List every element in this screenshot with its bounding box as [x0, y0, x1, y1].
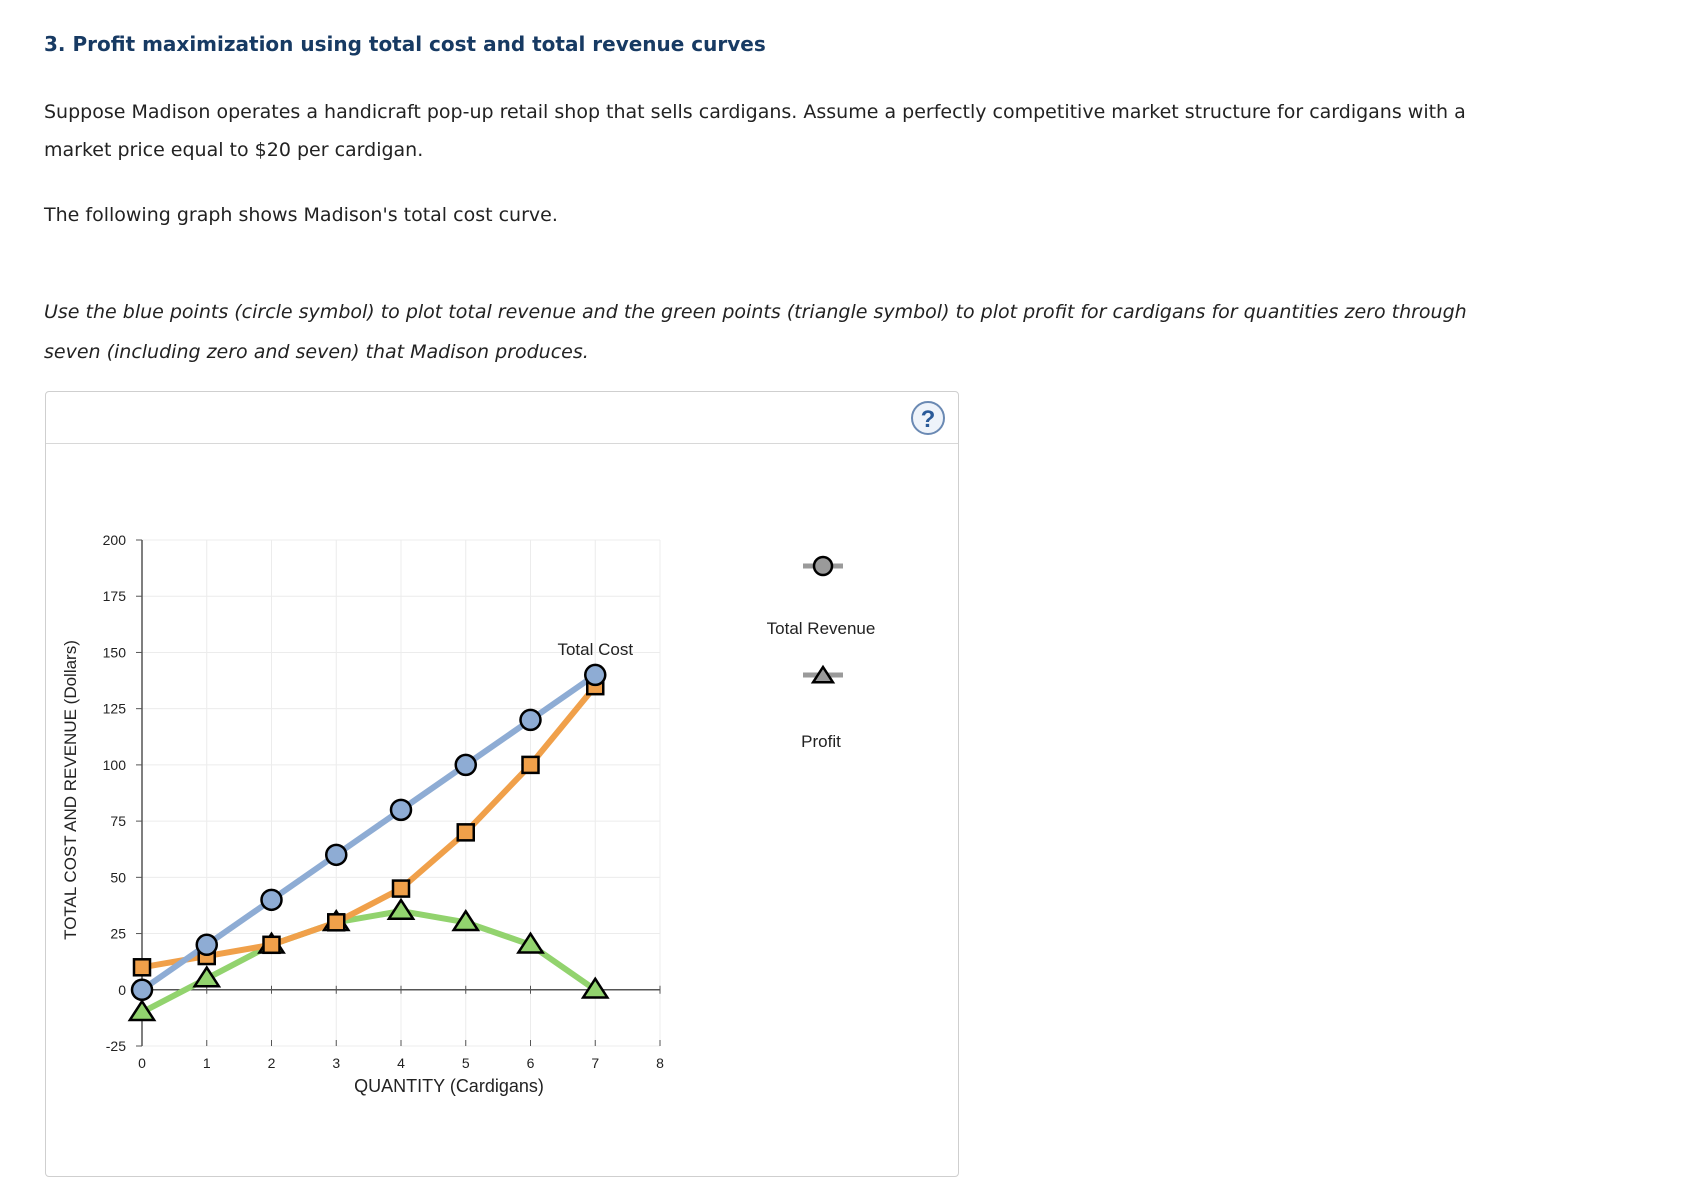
y-axis-label: TOTAL COST AND REVENUE (Dollars) [61, 640, 80, 940]
x-tick-label: 8 [656, 1055, 664, 1071]
y-tick-label: 50 [110, 869, 126, 886]
y-tick-label: 200 [102, 532, 126, 548]
y-tick-label: 25 [110, 925, 126, 942]
total-revenue-point[interactable] [262, 890, 282, 910]
x-tick-label: 3 [332, 1055, 341, 1071]
x-tick-label: 5 [461, 1055, 470, 1071]
total-revenue-point[interactable] [585, 665, 605, 685]
y-tick-label: -25 [105, 1038, 126, 1054]
total-revenue-point[interactable] [326, 845, 346, 865]
y-tick-label: 0 [118, 981, 126, 998]
graph-panel [45, 391, 959, 1177]
y-tick-label: 75 [110, 813, 126, 830]
total-cost-point[interactable] [264, 937, 280, 953]
y-tick-label: 150 [102, 644, 126, 661]
total-cost-point[interactable] [458, 824, 474, 840]
y-tick-label: 125 [102, 700, 126, 717]
x-tick-label: 4 [397, 1055, 405, 1071]
chart[interactable] [46, 392, 958, 1176]
graph-note: The following graph shows Madison's total cost curve. [44, 204, 558, 226]
help-icon[interactable]: ? [911, 401, 945, 435]
total-cost-point[interactable] [393, 881, 409, 897]
x-tick-label: 6 [526, 1055, 535, 1071]
legend-profit-label: Profit [801, 732, 841, 751]
y-tick-label: 175 [102, 588, 126, 605]
x-tick-label: 2 [267, 1055, 276, 1071]
plot-instructions: Use the blue points (circle symbol) to plot total revenue and the green points (triangle symbol) to plot profit for cardigans for quantities zero through seven (including zero and seven) that Madison produces. [44, 301, 1467, 363]
x-axis-label: QUANTITY (Cardigans) [354, 1076, 544, 1096]
question-title: 3. Profit maximization using total cost and total revenue curves [44, 32, 766, 56]
total-cost-annotation: Total Cost [557, 639, 634, 659]
x-tick-label: 7 [591, 1055, 600, 1071]
y-tick-label: 100 [102, 756, 126, 773]
profit-point[interactable] [389, 900, 413, 919]
total-revenue-point[interactable] [391, 800, 411, 820]
total-cost-point[interactable] [134, 959, 150, 975]
total-cost-point[interactable] [523, 757, 539, 773]
total-revenue-point[interactable] [132, 980, 152, 1000]
x-tick-label: 0 [138, 1055, 146, 1071]
total-revenue-point[interactable] [521, 710, 541, 730]
legend-total-revenue-icon[interactable] [814, 557, 832, 575]
total-cost-point[interactable] [328, 914, 344, 930]
legend-total-revenue-label: Total Revenue [766, 619, 876, 638]
x-tick-label: 1 [202, 1055, 211, 1071]
total-revenue-point[interactable] [456, 755, 476, 775]
question-intro: Suppose Madison operates a handicraft pop-up retail shop that sells cardigans. Assume a perfectly competitive market structure for cardigans with a market price equal to $20 per cardigan. [44, 101, 1466, 161]
series[interactable] [130, 665, 607, 1020]
total-revenue-point[interactable] [197, 935, 217, 955]
